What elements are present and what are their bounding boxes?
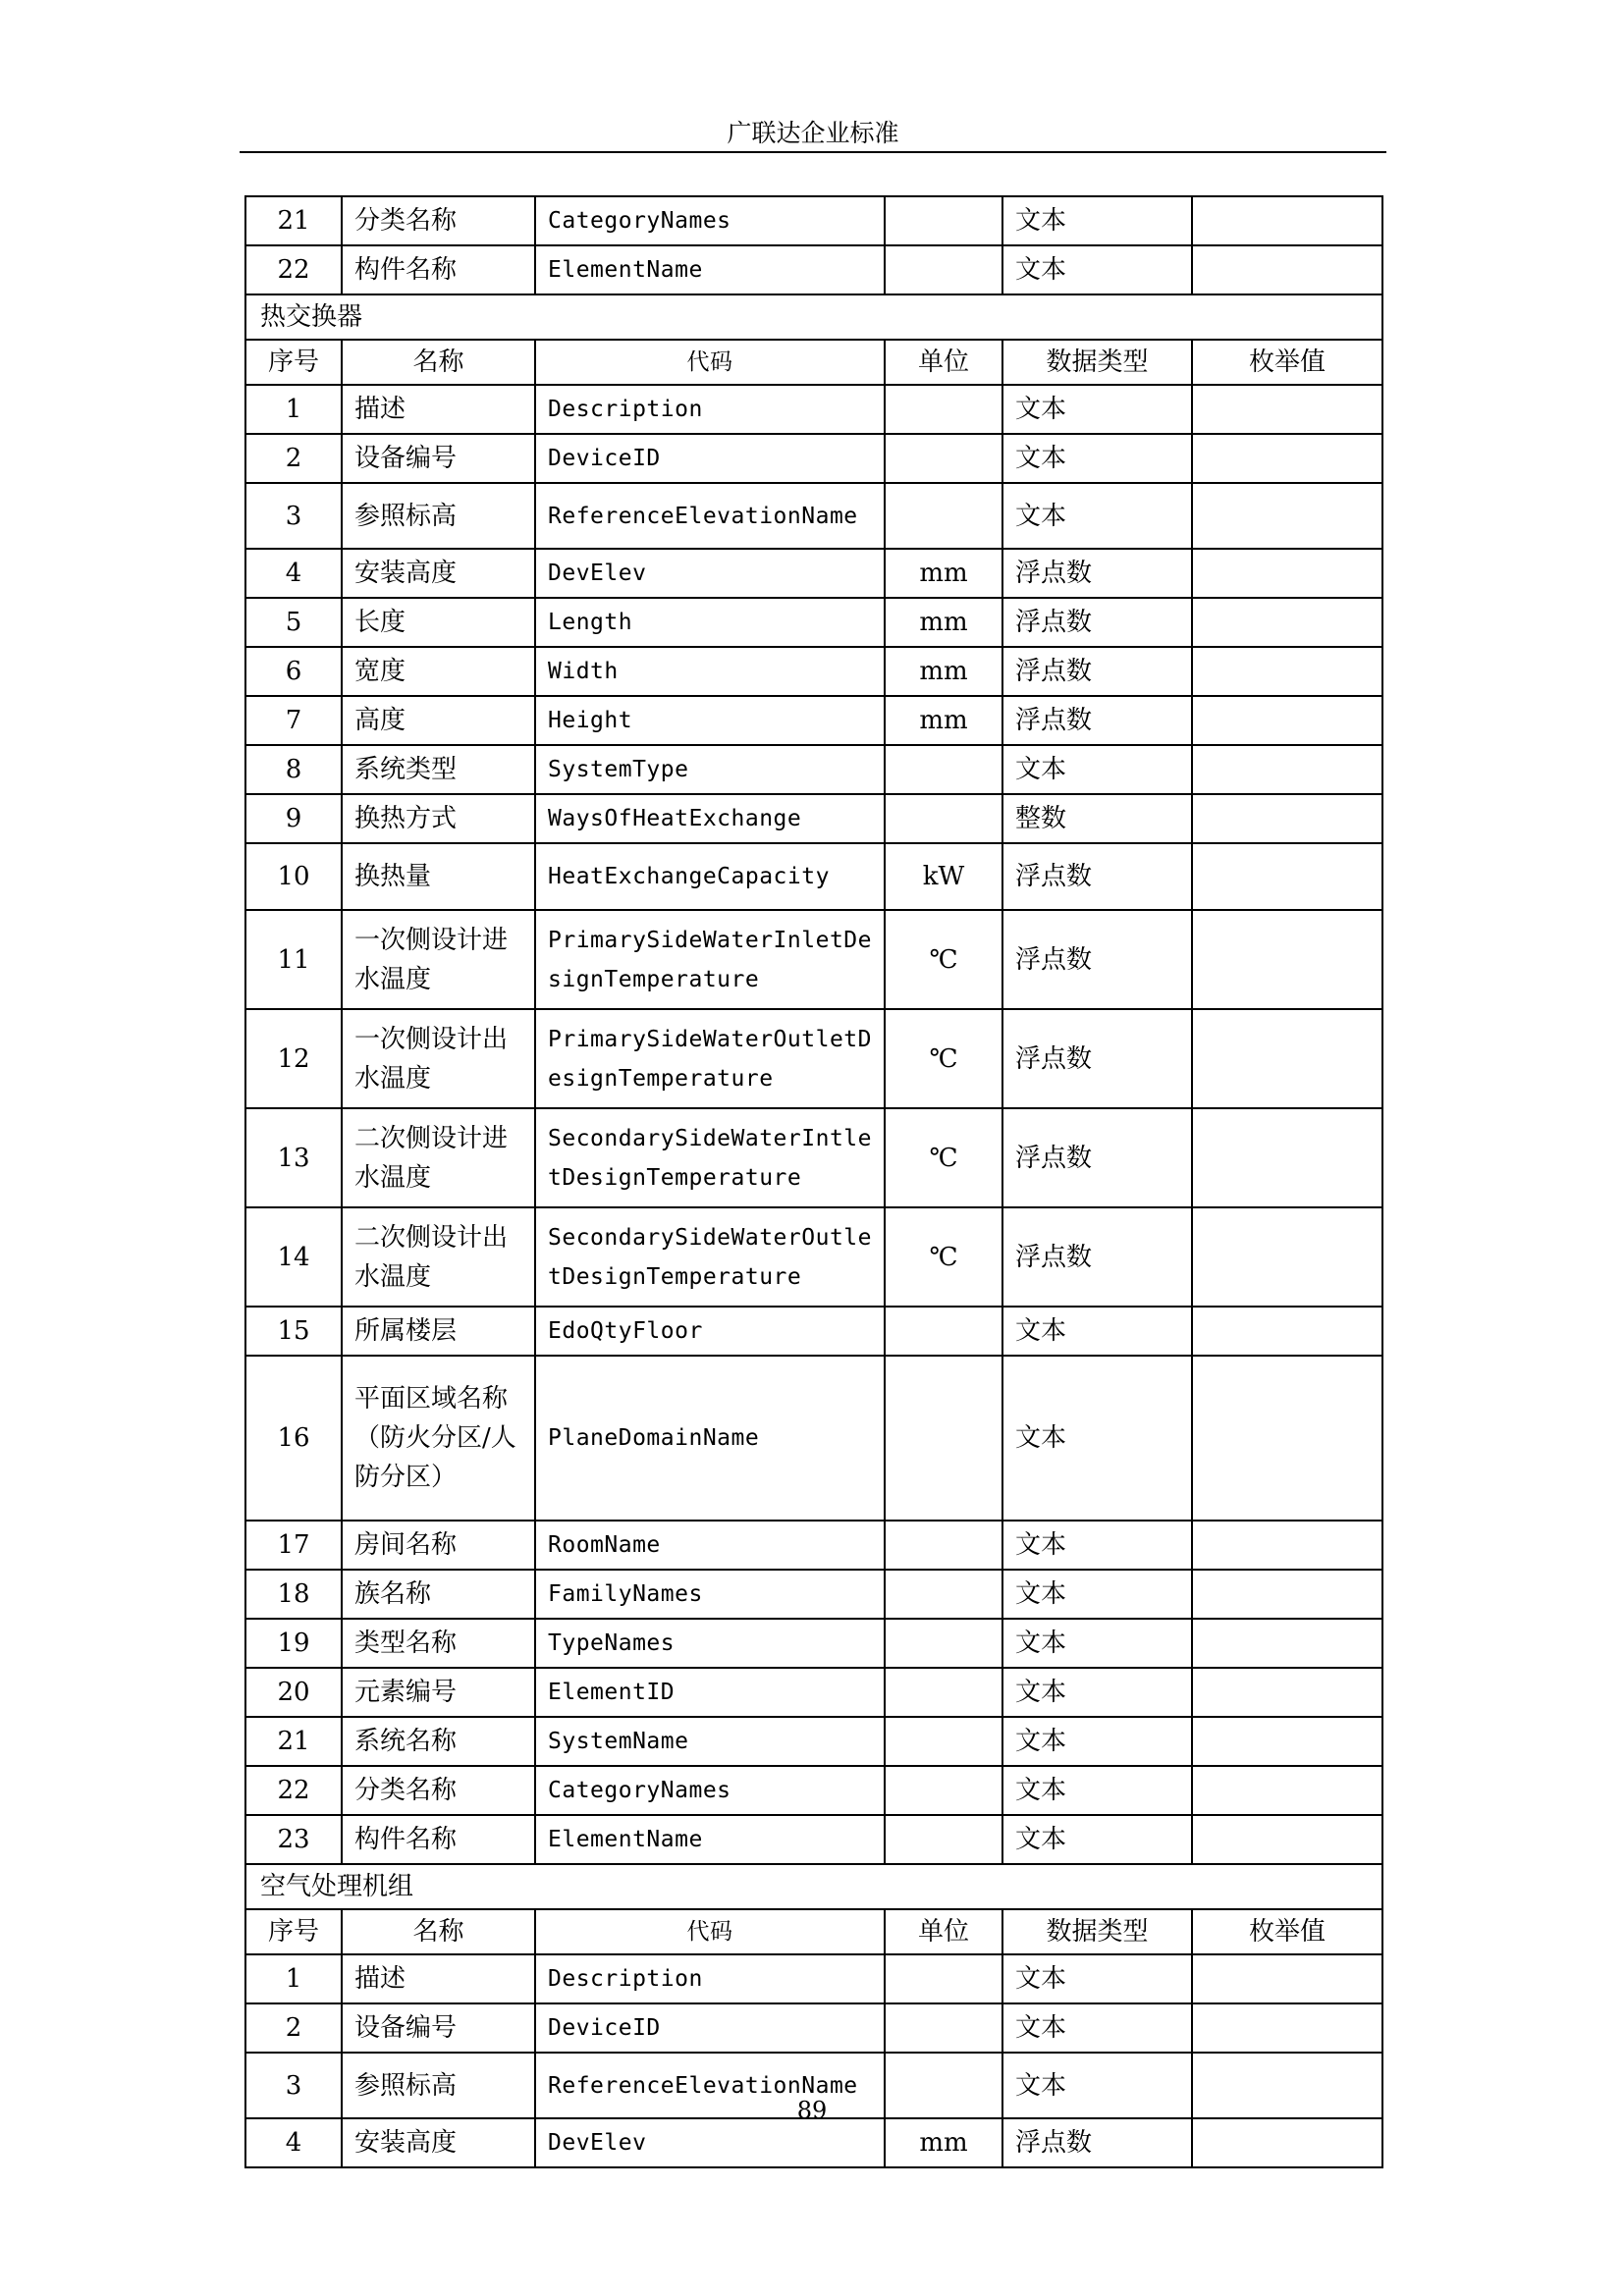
table-row bbox=[245, 1619, 1382, 1668]
cell-data-type: 浮点数 bbox=[1002, 1108, 1192, 1207]
cell-name: 设备编号 bbox=[342, 2003, 535, 2053]
cell-enum-value bbox=[1192, 434, 1382, 483]
cell-index: 11 bbox=[245, 910, 342, 1009]
cell-unit bbox=[885, 483, 1002, 549]
cell-index: 22 bbox=[245, 1766, 342, 1815]
cell-unit bbox=[885, 2003, 1002, 2053]
cell-index: 6 bbox=[245, 647, 342, 696]
cell-unit bbox=[885, 1815, 1002, 1864]
cell-enum-value bbox=[1192, 2003, 1382, 2053]
cell-data-type: 文本 bbox=[1002, 1356, 1192, 1521]
cell-index: 21 bbox=[245, 196, 342, 245]
cell-code: Width bbox=[535, 647, 885, 696]
cell-data-type: 浮点数 bbox=[1002, 696, 1192, 745]
cell-enum-value bbox=[1192, 245, 1382, 294]
cell-name: 描述 bbox=[342, 1954, 535, 2003]
cell-code: DevElev bbox=[535, 2118, 885, 2167]
cell-enum-value bbox=[1192, 598, 1382, 647]
cell-enum-value bbox=[1192, 385, 1382, 434]
cell-data-type: 文本 bbox=[1002, 196, 1192, 245]
table-row bbox=[245, 1207, 1382, 1307]
cell-code: ReferenceElevationName bbox=[535, 483, 885, 549]
cell-name: 一次侧设计出水温度 bbox=[342, 1009, 535, 1108]
cell-code: EdoQtyFloor bbox=[535, 1307, 885, 1356]
table-row bbox=[245, 1356, 1382, 1521]
cell-data-type: 文本 bbox=[1002, 1766, 1192, 1815]
cell-name: 换热方式 bbox=[342, 794, 535, 843]
table-row bbox=[245, 1570, 1382, 1619]
cell-enum-value bbox=[1192, 1356, 1382, 1521]
cell-enum-value bbox=[1192, 843, 1382, 910]
cell-enum-value bbox=[1192, 1668, 1382, 1717]
cell-code: PrimarySideWaterOutletDesignTemperature bbox=[535, 1009, 885, 1108]
header-cell-index: 序号 bbox=[245, 340, 342, 385]
cell-data-type: 文本 bbox=[1002, 1619, 1192, 1668]
cell-unit bbox=[885, 1954, 1002, 2003]
cell-data-type: 文本 bbox=[1002, 1954, 1192, 2003]
cell-index: 22 bbox=[245, 245, 342, 294]
cell-name: 分类名称 bbox=[342, 196, 535, 245]
cell-enum-value bbox=[1192, 1307, 1382, 1356]
cell-enum-value bbox=[1192, 1570, 1382, 1619]
table-row bbox=[245, 549, 1382, 598]
cell-enum-value bbox=[1192, 483, 1382, 549]
cell-index: 4 bbox=[245, 549, 342, 598]
cell-enum-value bbox=[1192, 745, 1382, 794]
cell-index: 2 bbox=[245, 434, 342, 483]
cell-data-type: 文本 bbox=[1002, 1668, 1192, 1717]
cell-code: TypeNames bbox=[535, 1619, 885, 1668]
cell-enum-value bbox=[1192, 1815, 1382, 1864]
cell-index: 5 bbox=[245, 598, 342, 647]
cell-unit bbox=[885, 1717, 1002, 1766]
cell-index: 17 bbox=[245, 1521, 342, 1570]
cell-index: 19 bbox=[245, 1619, 342, 1668]
table-row bbox=[245, 794, 1382, 843]
cell-name: 描述 bbox=[342, 385, 535, 434]
cell-unit: mm bbox=[885, 549, 1002, 598]
cell-code: SecondarySideWaterOutletDesignTemperature bbox=[535, 1207, 885, 1307]
table-row bbox=[245, 1766, 1382, 1815]
cell-data-type: 浮点数 bbox=[1002, 549, 1192, 598]
cell-index: 8 bbox=[245, 745, 342, 794]
table-row bbox=[245, 745, 1382, 794]
cell-data-type: 浮点数 bbox=[1002, 910, 1192, 1009]
table-row bbox=[245, 1668, 1382, 1717]
cell-data-type: 浮点数 bbox=[1002, 598, 1192, 647]
cell-data-type: 浮点数 bbox=[1002, 2118, 1192, 2167]
cell-enum-value bbox=[1192, 1521, 1382, 1570]
cell-index: 14 bbox=[245, 1207, 342, 1307]
cell-name: 平面区域名称（防火分区/人防分区） bbox=[342, 1356, 535, 1521]
cell-unit: mm bbox=[885, 647, 1002, 696]
cell-enum-value bbox=[1192, 549, 1382, 598]
cell-unit bbox=[885, 745, 1002, 794]
cell-data-type: 文本 bbox=[1002, 1570, 1192, 1619]
table-row bbox=[245, 1815, 1382, 1864]
cell-code: DevElev bbox=[535, 549, 885, 598]
cell-unit bbox=[885, 1356, 1002, 1521]
cell-enum-value bbox=[1192, 1766, 1382, 1815]
section-title-row bbox=[245, 1864, 1382, 1909]
cell-data-type: 文本 bbox=[1002, 2003, 1192, 2053]
header-cell-enum-value: 枚举值 bbox=[1192, 1909, 1382, 1954]
cell-unit bbox=[885, 1521, 1002, 1570]
cell-name: 长度 bbox=[342, 598, 535, 647]
cell-enum-value bbox=[1192, 1108, 1382, 1207]
cell-code: Length bbox=[535, 598, 885, 647]
header-cell-data-type: 数据类型 bbox=[1002, 340, 1192, 385]
cell-name: 构件名称 bbox=[342, 245, 535, 294]
cell-name: 二次侧设计出水温度 bbox=[342, 1207, 535, 1307]
cell-data-type: 文本 bbox=[1002, 434, 1192, 483]
header-cell-unit: 单位 bbox=[885, 340, 1002, 385]
cell-code: ElementID bbox=[535, 1668, 885, 1717]
cell-data-type: 浮点数 bbox=[1002, 647, 1192, 696]
cell-name: 房间名称 bbox=[342, 1521, 535, 1570]
cell-code: DeviceID bbox=[535, 434, 885, 483]
cell-data-type: 文本 bbox=[1002, 385, 1192, 434]
cell-name: 换热量 bbox=[342, 843, 535, 910]
cell-code: SystemName bbox=[535, 1717, 885, 1766]
cell-name: 类型名称 bbox=[342, 1619, 535, 1668]
cell-data-type: 浮点数 bbox=[1002, 1009, 1192, 1108]
cell-index: 1 bbox=[245, 1954, 342, 2003]
cell-unit bbox=[885, 1766, 1002, 1815]
cell-enum-value bbox=[1192, 1954, 1382, 2003]
cell-name: 元素编号 bbox=[342, 1668, 535, 1717]
header-cell-name: 名称 bbox=[342, 1909, 535, 1954]
cell-unit bbox=[885, 1570, 1002, 1619]
cell-data-type: 浮点数 bbox=[1002, 1207, 1192, 1307]
cell-unit bbox=[885, 434, 1002, 483]
cell-name: 参照标高 bbox=[342, 2053, 535, 2118]
cell-index: 13 bbox=[245, 1108, 342, 1207]
cell-code: RoomName bbox=[535, 1521, 885, 1570]
header-cell-code: 代码 bbox=[535, 1909, 885, 1954]
table-row bbox=[245, 1521, 1382, 1570]
cell-name: 安装高度 bbox=[342, 2118, 535, 2167]
cell-name: 参照标高 bbox=[342, 483, 535, 549]
cell-unit bbox=[885, 794, 1002, 843]
cell-enum-value bbox=[1192, 794, 1382, 843]
cell-unit bbox=[885, 1619, 1002, 1668]
cell-data-type: 文本 bbox=[1002, 2053, 1192, 2118]
cell-index: 15 bbox=[245, 1307, 342, 1356]
header-divider bbox=[240, 151, 1386, 153]
table-row bbox=[245, 647, 1382, 696]
cell-unit: mm bbox=[885, 598, 1002, 647]
cell-name: 高度 bbox=[342, 696, 535, 745]
cell-index: 3 bbox=[245, 483, 342, 549]
cell-code: SecondarySideWaterIntletDesignTemperature bbox=[535, 1108, 885, 1207]
table-row bbox=[245, 1717, 1382, 1766]
cell-unit bbox=[885, 196, 1002, 245]
cell-name: 一次侧设计进水温度 bbox=[342, 910, 535, 1009]
cell-data-type: 文本 bbox=[1002, 745, 1192, 794]
cell-unit: ℃ bbox=[885, 1009, 1002, 1108]
cell-code: PrimarySideWaterInletDesignTemperature bbox=[535, 910, 885, 1009]
table-header-row bbox=[245, 340, 1382, 385]
cell-name: 宽度 bbox=[342, 647, 535, 696]
cell-enum-value bbox=[1192, 1717, 1382, 1766]
table-row bbox=[245, 245, 1382, 294]
table-header-row bbox=[245, 1909, 1382, 1954]
table-row bbox=[245, 598, 1382, 647]
section-title-row bbox=[245, 294, 1382, 340]
cell-index: 21 bbox=[245, 1717, 342, 1766]
cell-code: Description bbox=[535, 1954, 885, 2003]
cell-index: 1 bbox=[245, 385, 342, 434]
header-cell-name: 名称 bbox=[342, 340, 535, 385]
cell-code: FamilyNames bbox=[535, 1570, 885, 1619]
table-row bbox=[245, 1307, 1382, 1356]
table-row bbox=[245, 1108, 1382, 1207]
cell-unit bbox=[885, 1668, 1002, 1717]
cell-index: 3 bbox=[245, 2053, 342, 2118]
cell-enum-value bbox=[1192, 1009, 1382, 1108]
header-cell-index: 序号 bbox=[245, 1909, 342, 1954]
cell-data-type: 文本 bbox=[1002, 1307, 1192, 1356]
cell-index: 9 bbox=[245, 794, 342, 843]
cell-data-type: 文本 bbox=[1002, 483, 1192, 549]
cell-code: ElementName bbox=[535, 1815, 885, 1864]
cell-name: 构件名称 bbox=[342, 1815, 535, 1864]
attribute-table-body bbox=[245, 196, 1382, 2167]
table-row bbox=[245, 1009, 1382, 1108]
cell-code: SystemType bbox=[535, 745, 885, 794]
attribute-table bbox=[244, 195, 1383, 2168]
cell-unit: kW bbox=[885, 843, 1002, 910]
cell-index: 16 bbox=[245, 1356, 342, 1521]
table-row bbox=[245, 696, 1382, 745]
cell-name: 安装高度 bbox=[342, 549, 535, 598]
cell-index: 12 bbox=[245, 1009, 342, 1108]
table-row bbox=[245, 2003, 1382, 2053]
cell-data-type: 文本 bbox=[1002, 1521, 1192, 1570]
cell-code: WaysOfHeatExchange bbox=[535, 794, 885, 843]
cell-index: 2 bbox=[245, 2003, 342, 2053]
table-row bbox=[245, 910, 1382, 1009]
cell-name: 族名称 bbox=[342, 1570, 535, 1619]
table-row bbox=[245, 1954, 1382, 2003]
cell-data-type: 文本 bbox=[1002, 245, 1192, 294]
cell-index: 7 bbox=[245, 696, 342, 745]
cell-name: 设备编号 bbox=[342, 434, 535, 483]
cell-name: 二次侧设计进水温度 bbox=[342, 1108, 535, 1207]
cell-index: 23 bbox=[245, 1815, 342, 1864]
page-number: 89 bbox=[796, 2097, 828, 2124]
cell-name: 系统类型 bbox=[342, 745, 535, 794]
cell-data-type: 整数 bbox=[1002, 794, 1192, 843]
cell-code: CategoryNames bbox=[535, 1766, 885, 1815]
cell-index: 18 bbox=[245, 1570, 342, 1619]
header-cell-data-type: 数据类型 bbox=[1002, 1909, 1192, 1954]
cell-enum-value bbox=[1192, 647, 1382, 696]
page-header-title: 广联达企业标准 bbox=[727, 119, 899, 147]
cell-enum-value bbox=[1192, 1619, 1382, 1668]
table-row bbox=[245, 434, 1382, 483]
cell-unit: mm bbox=[885, 696, 1002, 745]
cell-enum-value bbox=[1192, 910, 1382, 1009]
cell-name: 所属楼层 bbox=[342, 1307, 535, 1356]
cell-unit: ℃ bbox=[885, 910, 1002, 1009]
cell-unit: ℃ bbox=[885, 1207, 1002, 1307]
cell-index: 10 bbox=[245, 843, 342, 910]
header-cell-code: 代码 bbox=[535, 340, 885, 385]
section-title: 热交换器 bbox=[245, 294, 1382, 340]
cell-enum-value bbox=[1192, 196, 1382, 245]
table-row bbox=[245, 196, 1382, 245]
cell-data-type: 文本 bbox=[1002, 1815, 1192, 1864]
cell-code: PlaneDomainName bbox=[535, 1356, 885, 1521]
cell-data-type: 浮点数 bbox=[1002, 843, 1192, 910]
cell-unit bbox=[885, 245, 1002, 294]
cell-code: HeatExchangeCapacity bbox=[535, 843, 885, 910]
cell-code: CategoryNames bbox=[535, 196, 885, 245]
cell-unit: ℃ bbox=[885, 1108, 1002, 1207]
table-row bbox=[245, 483, 1382, 549]
section-title: 空气处理机组 bbox=[245, 1864, 1382, 1909]
cell-data-type: 文本 bbox=[1002, 1717, 1192, 1766]
cell-code: Description bbox=[535, 385, 885, 434]
table-row bbox=[245, 385, 1382, 434]
cell-index: 4 bbox=[245, 2118, 342, 2167]
cell-unit: mm bbox=[885, 2118, 1002, 2167]
cell-name: 分类名称 bbox=[342, 1766, 535, 1815]
cell-index: 20 bbox=[245, 1668, 342, 1717]
cell-code: Height bbox=[535, 696, 885, 745]
cell-unit bbox=[885, 1307, 1002, 1356]
cell-code: ReferenceElevationName bbox=[535, 2053, 885, 2118]
cell-code: ElementName bbox=[535, 245, 885, 294]
cell-enum-value bbox=[1192, 1207, 1382, 1307]
cell-name: 系统名称 bbox=[342, 1717, 535, 1766]
cell-unit bbox=[885, 385, 1002, 434]
cell-code: DeviceID bbox=[535, 2003, 885, 2053]
header-cell-unit: 单位 bbox=[885, 1909, 1002, 1954]
header-cell-enum-value: 枚举值 bbox=[1192, 340, 1382, 385]
cell-enum-value bbox=[1192, 696, 1382, 745]
table-row bbox=[245, 843, 1382, 910]
